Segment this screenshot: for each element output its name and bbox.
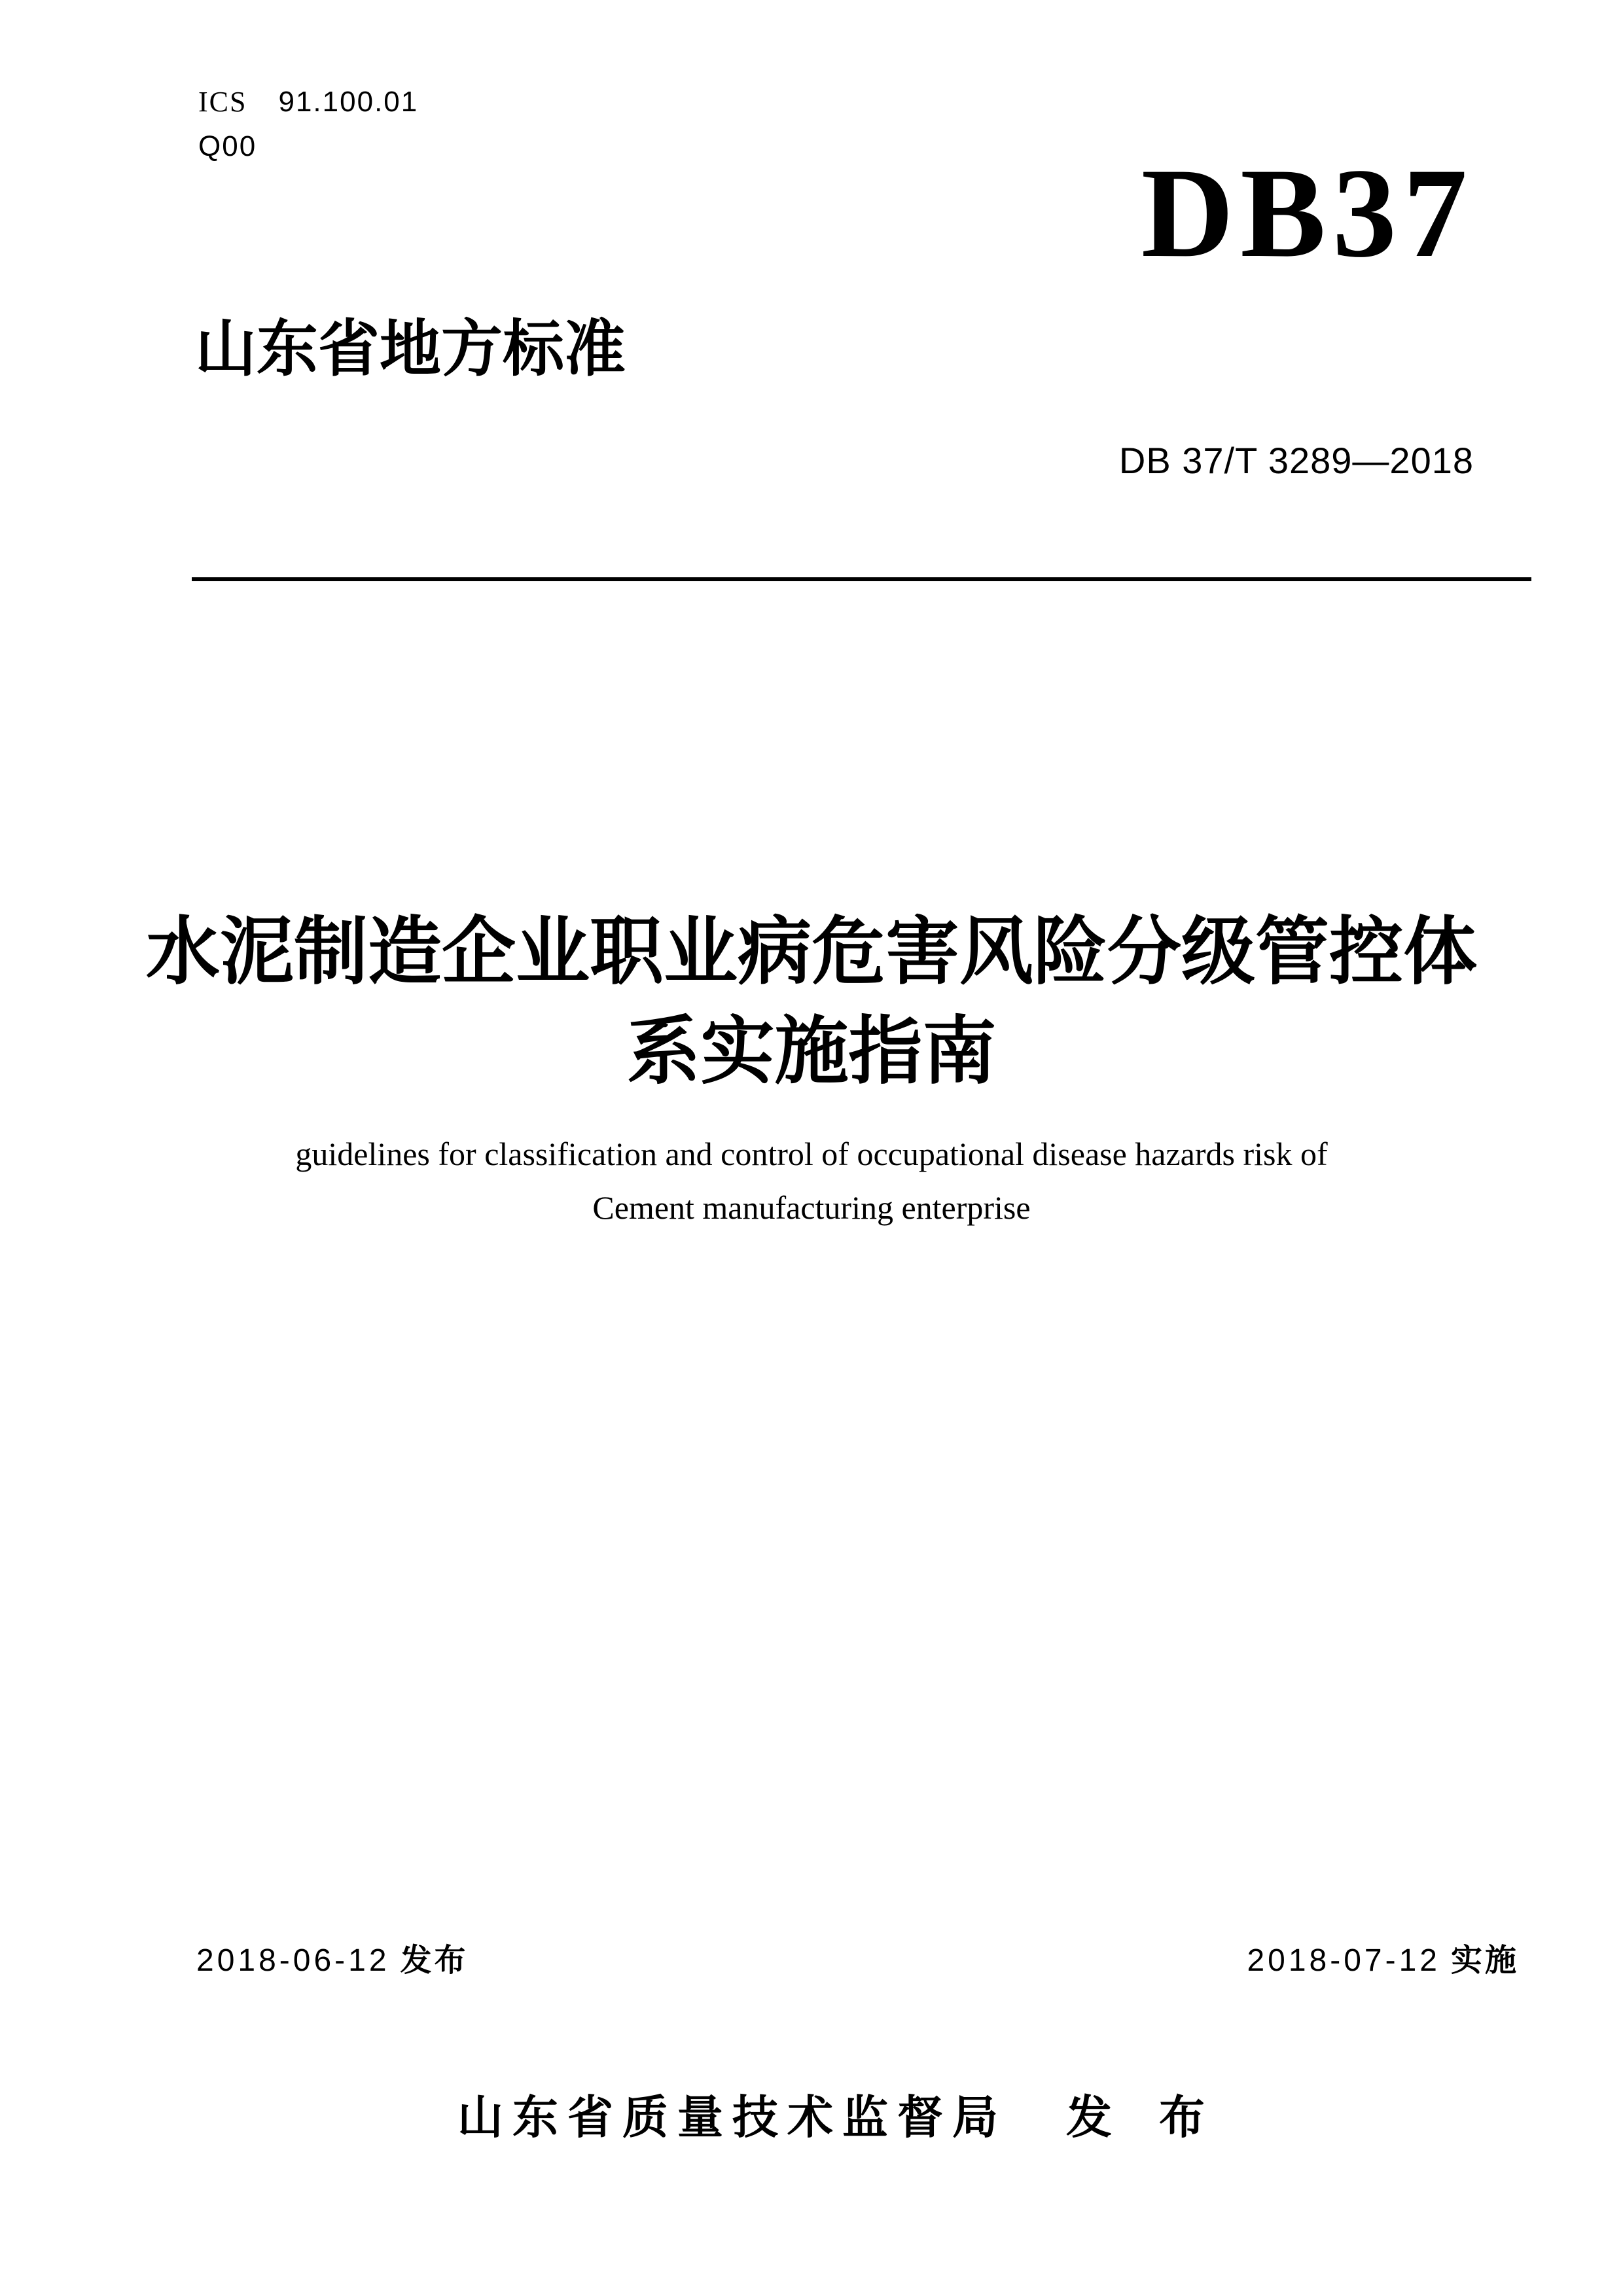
publish-action-label: 发布 [1066,2092,1252,2143]
header-divider-rule [192,577,1531,581]
document-title [0,902,1623,1101]
ics-code: 91.100.01 [278,86,419,118]
document-subtitle-english [0,1127,1623,1234]
publisher-row [0,2092,1623,2143]
publisher-name: 山东省质量技术监督局 [457,2092,1007,2143]
implement-date-block [1247,1945,1519,1977]
ics-block [198,80,418,169]
issue-date-label: 发布 [400,1943,469,1978]
ics-line [198,80,418,124]
standard-type-title: 山东省地方标准 [195,314,626,383]
implement-date-label: 实施 [1450,1943,1519,1978]
document-title-line1: 水泥制造企业职业病危害风险分级管控体 [146,910,1477,993]
standard-number: DB 37/T 3289—2018 [1118,440,1474,481]
ics-label: ICS [198,86,247,118]
standard-body-logo: DB37 [1141,142,1474,284]
document-subtitle-line1: guidelines for classification and control of occupational disease hazards risk of [295,1136,1328,1172]
issue-date: 2018-06-12 [196,1943,390,1978]
implement-date: 2018-07-12 [1247,1943,1440,1978]
document-subtitle-line2: Cement manufacturing enterprise [592,1189,1031,1226]
document-title-line2: 系实施指南 [626,1010,997,1092]
doc-class-code: Q00 [198,130,257,163]
issue-date-block [196,1945,469,1977]
